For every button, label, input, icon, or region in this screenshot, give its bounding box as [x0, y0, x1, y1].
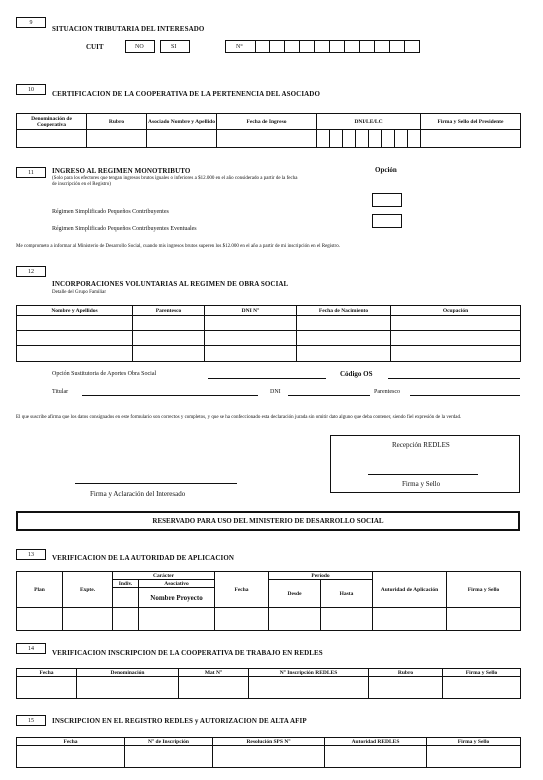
dni-line[interactable] — [288, 395, 370, 396]
col-fecha-ingreso: Fecha de Ingreso — [217, 114, 317, 130]
titular-label: Titular — [52, 389, 69, 395]
col-fecha-14: Fecha — [17, 669, 77, 677]
col-desde: Desde — [269, 580, 321, 608]
col-n-inscripcion: N° de Inscripción — [125, 738, 213, 746]
col-asociativo: Asociativo — [139, 580, 215, 588]
col-dni-n: DNI N° — [205, 306, 297, 316]
section-9-number: 9 — [16, 17, 46, 28]
option-2-checkbox[interactable] — [372, 214, 402, 228]
cell-dni[interactable] — [317, 130, 421, 148]
col-hasta: Hasta — [321, 580, 373, 608]
section-11-title: INGRESO AL REGIMEN MONOTRIBUTO — [52, 167, 191, 175]
cuit-si-label: SI — [171, 44, 177, 50]
section-10-title: CERTIFICACION DE LA COOPERATIVA DE LA PERTENENCIA DEL ASOCIADO — [52, 90, 321, 98]
firma-interesado-label: Firma y Aclaración del Interesado — [90, 490, 186, 498]
parentesco-line[interactable] — [410, 395, 520, 396]
col-fecha: Fecha — [215, 572, 269, 608]
codigo-os-line[interactable] — [388, 378, 520, 379]
option-1-label: Régimen Simplificado Pequeños Contribuyentes — [52, 209, 169, 215]
col-caracter: Carácter — [113, 572, 215, 580]
col-fecha-nacimiento: Fecha de Nacimiento — [297, 306, 391, 316]
section-11-number: 11 — [16, 167, 46, 178]
table-row[interactable] — [17, 346, 521, 362]
col-firma-presidente: Firma y Sello del Presidente — [421, 114, 521, 130]
monotributo-note: (Solo para los efectores que tengan ingresos brutos iguales o inferiores a $12.000 en el año considerado a partir de la fecha de inscripción en el Registro) — [52, 176, 298, 187]
col-firma-15: Firma y Sello — [427, 738, 521, 746]
cooperativa-redles-table — [16, 668, 521, 699]
section-14-title: VERIFICACION INSCRIPCION DE LA COOPERATIVA DE TRABAJO EN REDLES — [52, 649, 323, 657]
section-12-title: INCORPORACIONES VOLUNTARIAS AL REGIMEN DE OBRA SOCIAL — [52, 280, 289, 288]
col-mat: Mat N° — [179, 669, 249, 677]
table-row[interactable] — [17, 677, 521, 699]
reservado-text: RESERVADO PARA USO DEL MINISTERIO DE DESARROLLO SOCIAL — [152, 517, 384, 525]
section-15-number: 15 — [16, 715, 46, 726]
col-resolucion-sps: Resolución SPS N° — [213, 738, 325, 746]
cooperativa-table — [16, 113, 521, 148]
col-inscripcion-redles: N° Inscripción REDLES — [249, 669, 369, 677]
grupo-familiar-label: Detalle del Grupo Familiar — [52, 290, 107, 295]
parentesco-label: Parentesco — [374, 389, 400, 395]
reservado-banner — [16, 511, 520, 531]
col-autoridad-redles: Autoridad REDLES — [325, 738, 427, 746]
col-asociado: Asociado Nombre y Apellido — [147, 114, 217, 130]
section-13-number: 13 — [16, 549, 46, 560]
section-12-number: 12 — [16, 266, 46, 277]
declaration-text: El que suscribe afirma que los datos consignados en este formulario son correctos y completos, y que se ha confeccionado esta declaración jurada sin omitir dato alguno que deba contener, siendo fiel expresión de la verdad. — [16, 415, 462, 420]
col-rubro-14: Rubro — [369, 669, 443, 677]
opcion-os-line[interactable] — [208, 378, 326, 379]
table-row[interactable] — [17, 316, 521, 331]
col-ocupacion: Ocupación — [391, 306, 521, 316]
section-14-number: 14 — [16, 643, 46, 654]
opcion-label: Opción — [375, 166, 397, 174]
col-firma: Firma y Sello — [447, 572, 521, 608]
option-2-label: Régimen Simplificado Pequeños Contribuyentes Eventuales — [52, 226, 197, 232]
col-plan: Plan — [17, 572, 63, 608]
recepcion-firma-label: Firma y Sello — [402, 480, 441, 488]
cell-firma-presidente[interactable] — [421, 130, 521, 148]
section-15-title: INSCRIPCION EN EL REGISTRO REDLES y AUTORIZACION DE ALTA AFIP — [52, 717, 307, 725]
recepcion-firma-line — [368, 474, 478, 475]
firma-interesado-line[interactable] — [75, 483, 237, 484]
option-1-checkbox[interactable] — [372, 193, 402, 207]
col-nombre-proyecto: Nombre Proyecto — [139, 588, 215, 608]
cell-fecha-ingreso[interactable] — [217, 130, 317, 148]
col-denominacion-14: Denominación — [77, 669, 179, 677]
cuit-no-box[interactable] — [125, 40, 155, 53]
cuit-digit-cells[interactable] — [255, 40, 420, 53]
col-autoridad: Autoridad de Aplicación — [373, 572, 447, 608]
table-row[interactable] — [17, 608, 521, 631]
col-indiv: Indiv. — [113, 580, 139, 588]
col-rubro: Rubro — [87, 114, 147, 130]
col-periodo: Período — [269, 572, 373, 580]
commitment-text: Me comprometo a informar al Ministerio de Desarrollo Social, cuando mis ingresos brutos superen los $12.000 en el año a partir de mi inscripción en el Registro. — [16, 244, 340, 249]
section-9-title: SITUACION TRIBUTARIA DEL INTERESADO — [52, 25, 205, 33]
col-firma-14: Firma y Sello — [443, 669, 521, 677]
cell-asociado[interactable] — [147, 130, 217, 148]
cuit-si-box[interactable] — [160, 40, 190, 53]
section-13-title: VERIFICACION DE LA AUTORIDAD DE APLICACION — [52, 554, 235, 562]
recepcion-redles-label: Recepción REDLES — [392, 441, 450, 449]
section-10-number: 10 — [16, 84, 46, 95]
cuit-no-label: NO — [135, 44, 144, 50]
col-nombre: Nombre y Apellidos — [17, 306, 133, 316]
dni-label: DNI — [270, 389, 281, 395]
col-denominacion: Denominación de Cooperativa — [17, 114, 87, 130]
table-row[interactable] — [17, 746, 521, 768]
cuit-number-box[interactable] — [225, 40, 255, 53]
titular-line[interactable] — [82, 395, 258, 396]
cell-denominacion[interactable] — [17, 130, 87, 148]
registro-afip-table — [16, 737, 521, 768]
col-dni: DNI/LE/LC — [317, 114, 421, 130]
cell-rubro[interactable] — [87, 130, 147, 148]
table-row[interactable] — [17, 331, 521, 346]
cuit-n-label: N° — [236, 44, 243, 50]
col-fecha-15: Fecha — [17, 738, 125, 746]
codigo-os-label: Código OS — [340, 370, 373, 378]
grupo-familiar-table — [16, 305, 521, 362]
opcion-os-label: Opción Sustitutoria de Aportes Obra Social — [52, 371, 157, 377]
cuit-label: CUIT — [86, 43, 104, 51]
autoridad-table — [16, 571, 521, 631]
col-expte: Expte. — [63, 572, 113, 608]
col-parentesco: Parentesco — [133, 306, 205, 316]
